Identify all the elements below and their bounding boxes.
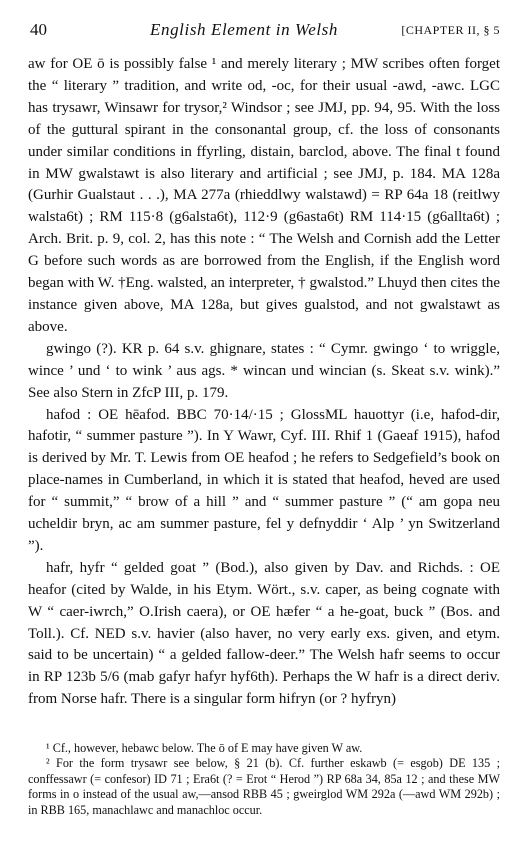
page-number: 40: [30, 20, 47, 39]
footnote-2: ² For the form trysawr see below, § 21 (b). Cf. further eskawb (= esgob) DE 135 ; conffessawr (= confesor) ID 71 ; Era6t (? = Erot “ Herod ”) RP 68a 34, 85a 12 ; and these MW forms in o instead of the usual aw,—ansod RBB 45 ; gweirglod WM 292a (—awd WM 292b) ; in RBB 165, manachlawc and manachloc occur.: [28, 756, 500, 817]
entry-hafod: hafod : OE hēafod. BBC 70·14/·15 ; GlossML hauottyr (i.e, hafod-dir, hafotir, “ summer pasture ”). In Y Wawr, Cyf. III. Rhif 1 (Gaeaf 1915), hafod is derived by Mr. T. Lewis from OE heafod ; he refers to Sedgefield’s book on place-names in Cumberland, in which it is stated that heafod, heved are used for “ summit,” “ brow of a hill ” and “ summer pasture ” (“ am gopa neu ucheldir bryn, ac am summer pasture, fel y defnyddir ‘ Alp ’ yn Switzerland ”).: [28, 406, 500, 554]
entry-hafr: hafr, hyfr “ gelded goat ” (Bod.), also given by Dav. and Richds. : OE heafor (cited by Walde, in his Etym. Wört., s.v. caper, as being cognate with W “ caer-iwrch,” O.Irish caera), or OE hæfer “ a he-goat, buck ” (Bos. and Toll.). Cf. NED s.v. havier (also haver, no very early exs. given, and etym. said to be uncertain) “ a gelded fallow-deer.” The Welsh hafr seems to occur in RP 123b 5/6 (mab gafyr hafyr hyf6th). Perhaps the W hafr is a direct deriv. from Norse hafr. There is a singular form hifryn (or ? hyfryn): [28, 559, 500, 708]
body-text: [28, 54, 500, 711]
running-title: English Element in Welsh: [150, 20, 339, 39]
paragraph-aw: aw for OE ō is possibly false ¹ and merely literary ; MW scribes often forget the “ literary ” tradition, and write od, -oc, for their usual -awd, -awc. LGC has trysawr, Winsawr for trysor,² Windsor ; see JMJ, pp. 94, 95. With the loss of the guttural spirant in the consonantal group, cf. the loss of consonants under similar conditions in ffyrling, distain, barclod, above. The final t found in MW gwalstawt is also literary and artificial ; see JMJ, p. 184. MA 128a (Gurhir Gualstaut . . .), MA 277a (rhieddlwy walstawd) = RP 64a 18 (reitlwy walsta6t) ; RM 115·8 (g6alsta6t), 112·9 (g6asta6t) RM 114·15 (g6allta6t) ; Arch. Brit. p. 9, col. 2, has this note : “ The Welsh and Cornish add the Letter G before such words as are borrowed from the English, if the English word began with W. †Eng. walsted, an interpreter, † gwalstod.” Lhuyd then cites the instance given above, MA 128a, but gives gualstod, and not gwalstawt as above.: [28, 56, 500, 335]
entry-gwingo: gwingo (?). KR p. 64 s.v. ghignare, states : “ Cymr. gwingo ‘ to wriggle, wince ’ und ‘ to wink ’ aus ags. * wincan und wincian (s. Skeat s.v. wink).” See also Stern in ZfcP III, p. 179.: [28, 340, 500, 401]
running-header: [30, 18, 500, 44]
footnote-1: ¹ Cf., however, hebawc below. The ō of E may have given W aw.: [46, 741, 363, 755]
chapter-section: [CHAPTER II, § 5: [401, 23, 500, 37]
footnotes: [28, 741, 500, 818]
